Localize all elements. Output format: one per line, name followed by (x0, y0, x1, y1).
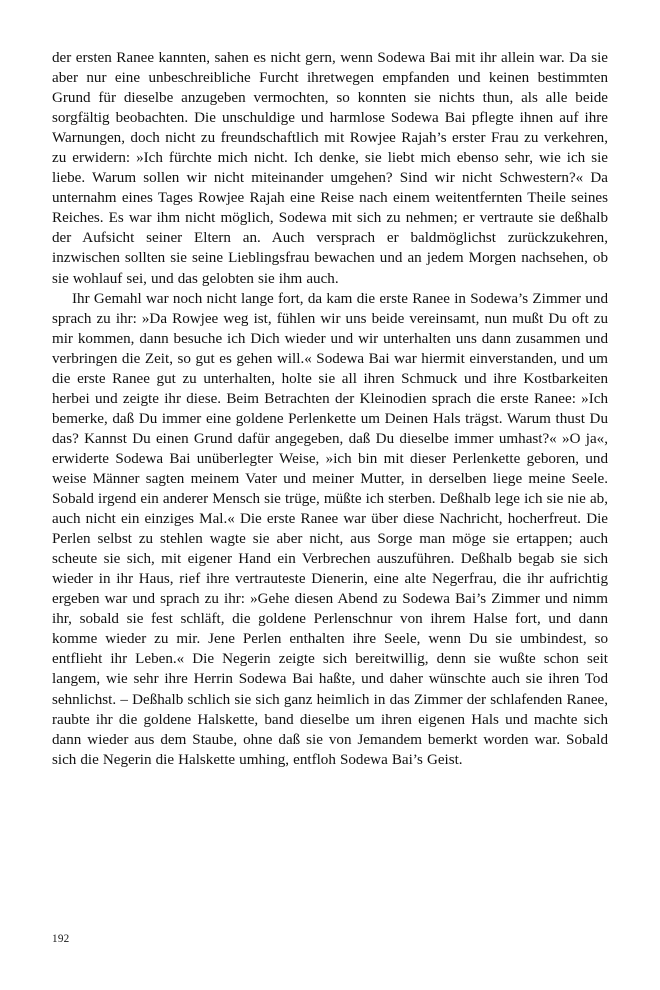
body-paragraph: der ersten Ranee kannten, sahen es nicht gern, wenn Sodewa Bai mit ihr allein war. Da sie aber nur eine unbeschreibliche Furcht ihretwegen empfanden und keinen bestimmten Grund für dieselbe anzugeben vermochten, so konnten sie nichts thun, als alle beide sorgfältig beobachten. Die unschuldige und harmlose Sodewa Bai pflegte ihnen auf ihre Warnungen, doch nicht zu freundschaftlich mit Rowjee Rajah’s erster Frau zu verkehren, zu erwidern: »Ich fürchte mich nicht. Ich denke, sie liebt mich ebenso sehr, wie ich sie liebe. Warum sollen wir nicht miteinander umgehen? Sind wir nicht Schwestern?« Da unternahm eines Tages Rowjee Rajah eine Reise nach einem weitentfernten Theile seines Reiches. Es war ihm nicht möglich, Sodewa mit sich zu nehmen; er vertraute sie deßhalb der Aufsicht seiner Eltern an. Auch versprach er baldmöglichst zurückzukehren, inzwischen sollten sie seine Lieblingsfrau bewachen und an jedem Morgen nachsehen, ob sie wohlauf sei, und das gelobten sie ihm auch. (52, 50, 608, 287)
page-number: 192 (52, 933, 70, 945)
page-text-block (52, 48, 608, 770)
body-paragraph: Ihr Gemahl war noch nicht lange fort, da kam die erste Ranee in Sodewa’s Zimmer und sprach zu ihr: »Da Rowjee weg ist, fühlen wir uns beide vereinsamt, nun mußt Du oft zu mir kommen, dann besuche ich Dich wieder und wir unterhalten uns dann zusammen und verbringen die Zeit, so gut es gehen will.« Sodewa Bai war hiermit einverstanden, und um die erste Ranee gut zu unterhalten, holte sie all ihren Schmuck und ihre Kostbarkeiten herbei und zeigte ihr diese. Beim Betrachten der Kleinodien sprach die erste Ranee: »Ich bemerke, daß Du immer eine goldene Perlenkette um Deinen Hals trägst. Warum thust Du das? Kannst Du einen Grund dafür angegeben, daß Du dieselbe immer umhast?« »O ja«, erwiderte Sodewa Bai unüberlegter Weise, »ich bin mit dieser Perlenkette geboren, und weise Männer sagten meinem Vater und meiner Mutter, in derselben liege meine Seele. Sobald irgend ein anderer Mensch sie trüge, müßte ich sterben. Deßhalb lege ich sie nie ab, auch nicht ein einziges Mal.« Die erste Ranee war über diese Nachricht, hocherfreut. Die Perlen selbst zu stehlen wagte sie aber nicht, aus Sorge man möge sie ertappen; auch scheute sie sich, mit eigener Hand ein Verbrechen auszuführen. Deßhalb begab sie sich wieder in ihr Haus, rief ihre vertrauteste Dienerin, eine alte Negerfrau, die ihr aufrichtig ergeben war und sprach zu ihr: »Gehe diesen Abend zu Sodewa Bai’s Zimmer und nimm ihr, sobald sie fest schläft, die goldene Perlenschnur von ihrem Halse fort, und dann komme wieder zu mir. Jene Perlen enthalten ihre Seele, wenn Du sie umbindest, so entflieht ihr Leben.« Die Negerin zeigte sich bereitwillig, denn sie wußte schon seit langem, wie sehr ihre Herrin Sodewa Bai haßte, und daher wünschte auch sie ihren Tod sehnlichst. – Deßhalb schlich sie sich ganz heimlich in das Zimmer der schlafenden Ranee, raubte ihr die goldene Halskette, band dieselbe um ihren eigenen Hals und machte sich dann wieder aus dem Staube, ohne daß sie von Jemandem bemerkt worden war. Sobald sich die Negerin die Halskette umhing, entfloh Sodewa Bai’s Geist. (52, 290, 608, 768)
